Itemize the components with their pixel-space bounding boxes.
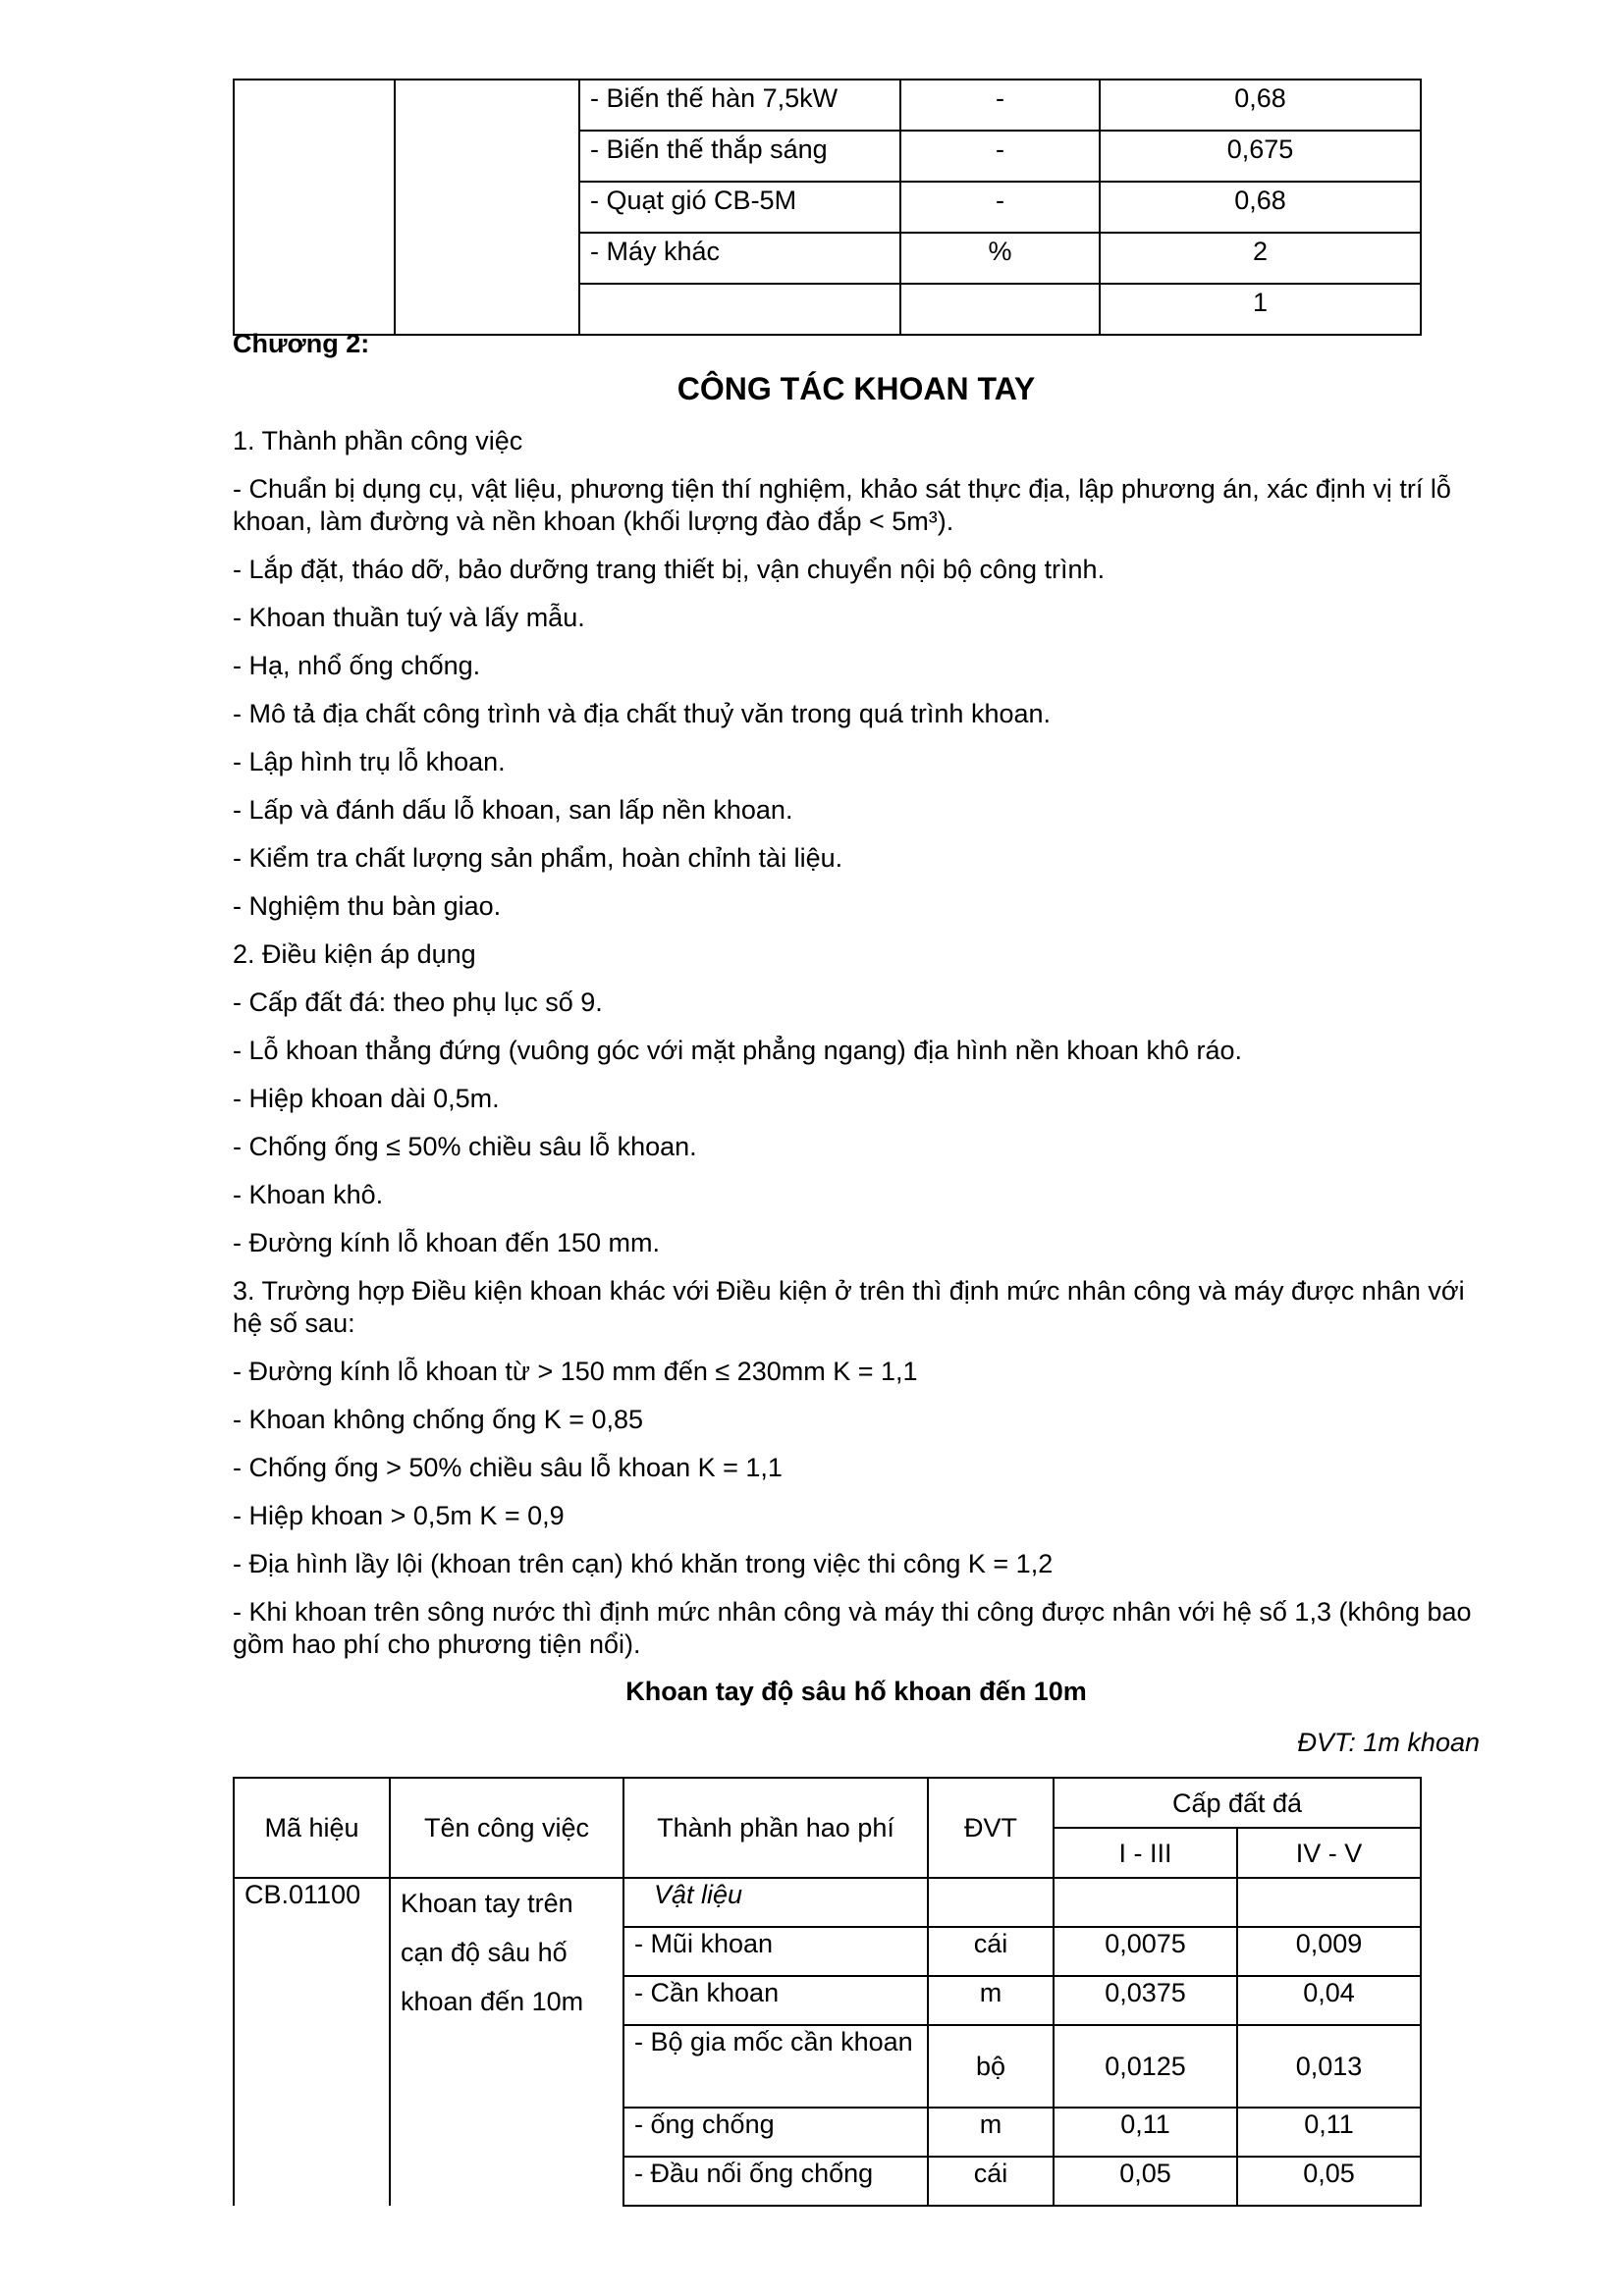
list-item: - Khoan không chống ống K = 0,85 — [233, 1405, 644, 1434]
list-item: - Khoan khô. — [233, 1180, 384, 1209]
list-item: - Lắp đặt, tháo dỡ, bảo dưỡng trang thiết bị, vận chuyển nội bộ công trình. — [233, 555, 1106, 584]
item-unit: - — [900, 182, 1100, 233]
section-heading: 3. Trường hợp Điều kiện khoan khác với Điều kiện ở trên thì định mức nhân công và máy được nhân với hệ số sau: — [233, 1276, 1465, 1338]
item-value: 0,68 — [1100, 182, 1421, 233]
item-name: - Biến thế hàn 7,5kW — [579, 80, 900, 131]
item-value-2: 0,11 — [1237, 2108, 1421, 2157]
item-name: - Quạt gió CB-5M — [579, 182, 900, 233]
item-value-1: 0,0075 — [1054, 1927, 1237, 1976]
body-text — [233, 425, 1480, 1677]
empty-cell — [1237, 1878, 1421, 1927]
item-value-1: 0,05 — [1054, 2157, 1237, 2206]
item-name: - Máy khác — [579, 233, 900, 284]
item-unit: - — [900, 131, 1100, 182]
item-value-2: 0,009 — [1237, 1927, 1421, 1976]
list-item: - Nghiệm thu bàn giao. — [233, 891, 502, 921]
item-value-2: 0,013 — [1237, 2025, 1421, 2108]
item-name — [579, 284, 900, 335]
list-item: - Chống ống > 50% chiều sâu lỗ khoan K = 1,1 — [233, 1453, 783, 1482]
list-item: - Mô tả địa chất công trình và địa chất thuỷ văn trong quá trình khoan. — [233, 699, 1052, 728]
header-grade: Cấp đất đá — [1054, 1778, 1421, 1828]
item-value-1: 0,0125 — [1054, 2025, 1237, 2108]
list-item: - Chống ống ≤ 50% chiều sâu lỗ khoan. — [233, 1132, 697, 1161]
header-grade-1: I - III — [1054, 1828, 1237, 1878]
item-value-1: 0,0375 — [1054, 1976, 1237, 2025]
section-heading: 1. Thành phần công việc — [233, 426, 523, 455]
item-unit: bộ — [928, 2025, 1054, 2108]
list-item: - Lấp và đánh dấu lỗ khoan, san lấp nền khoan. — [233, 795, 793, 825]
list-item: - Đường kính lỗ khoan đến 150 mm. — [233, 1228, 661, 1257]
list-item: - Hiệp khoan dài 0,5m. — [233, 1084, 500, 1113]
header-grade-2: IV - V — [1237, 1828, 1421, 1878]
item-unit: - — [900, 80, 1100, 131]
item-value: 1 — [1100, 284, 1421, 335]
group-label: Vật liệu — [623, 1878, 928, 1927]
table-row — [234, 1878, 1421, 1927]
item-unit: cái — [928, 2157, 1054, 2206]
table-title: Khoan tay độ sâu hố khoan đến 10m — [625, 1677, 1087, 1706]
item-value: 0,68 — [1100, 80, 1421, 131]
equipment-table — [233, 79, 1422, 336]
list-item: - Kiểm tra chất lượng sản phẩm, hoàn chỉnh tài liệu. — [233, 843, 843, 873]
list-item: - Khi khoan trên sông nước thì định mức nhân công và máy thi công được nhân với hệ số 1,3 (không bao gồm hao phí cho phương tiện nổi). — [233, 1597, 1472, 1659]
work-cell — [395, 80, 579, 335]
unit-note: ĐVT: 1m khoan — [1297, 1728, 1480, 1757]
list-item: - Hiệp khoan > 0,5m K = 0,9 — [233, 1501, 565, 1530]
header-row — [234, 1778, 1421, 1828]
empty-cell — [928, 1878, 1054, 1927]
norm-table — [233, 1777, 1422, 2207]
item-unit: cái — [928, 1927, 1054, 1976]
item-value-2: 0,05 — [1237, 2157, 1421, 2206]
list-item: - Chuẩn bị dụng cụ, vật liệu, phương tiện thí nghiệm, khảo sát thực địa, lập phương án, xác định vị trí lỗ khoan, làm đường và nền khoan (khối lượng đào đắp < 5m³). — [233, 474, 1451, 536]
item-name: - ống chống — [623, 2108, 928, 2157]
empty-cell — [1054, 1878, 1237, 1927]
list-item: - Khoan thuần tuý và lấy mẫu. — [233, 603, 585, 632]
item-unit: % — [900, 233, 1100, 284]
list-item: - Hạ, nhổ ống chống. — [233, 651, 481, 680]
code-cell: CB.01100 — [234, 1878, 390, 2206]
header-work: Tên công việc — [390, 1778, 623, 1878]
item-unit — [900, 284, 1100, 335]
list-item: - Cấp đất đá: theo phụ lục số 9. — [233, 988, 603, 1017]
item-name: - Đầu nối ống chống — [623, 2157, 928, 2206]
chapter-label: Chương 2: — [233, 329, 370, 358]
item-unit: m — [928, 1976, 1054, 2025]
header-unit: ĐVT — [928, 1778, 1054, 1878]
item-name: - Cần khoan — [623, 1976, 928, 2025]
item-name: - Biến thế thắp sáng — [579, 131, 900, 182]
header-code: Mã hiệu — [234, 1778, 390, 1878]
item-name: - Mũi khoan — [623, 1927, 928, 1976]
table-row — [234, 80, 1421, 131]
list-item: - Địa hình lầy lội (khoan trên cạn) khó khăn trong việc thi công K = 1,2 — [233, 1549, 1054, 1578]
item-value-2: 0,04 — [1237, 1976, 1421, 2025]
header-component: Thành phần hao phí — [623, 1778, 928, 1878]
item-name: - Bộ gia mốc cần khoan — [623, 2025, 928, 2108]
item-value: 0,675 — [1100, 131, 1421, 182]
item-value: 2 — [1100, 233, 1421, 284]
list-item: - Lỗ khoan thẳng đứng (vuông góc với mặt phẳng ngang) địa hình nền khoan khô ráo. — [233, 1036, 1243, 1065]
item-unit: m — [928, 2108, 1054, 2157]
chapter-title: CÔNG TÁC KHOAN TAY — [677, 371, 1036, 406]
list-item: - Đường kính lỗ khoan từ > 150 mm đến ≤ 230mm K = 1,1 — [233, 1357, 918, 1386]
list-item: - Lập hình trụ lỗ khoan. — [233, 747, 506, 776]
code-cell — [234, 80, 395, 335]
item-value-1: 0,11 — [1054, 2108, 1237, 2157]
work-name-cell: Khoan tay trên cạn độ sâu hố khoan đến 10m — [390, 1878, 623, 2206]
section-heading: 2. Điều kiện áp dụng — [233, 939, 476, 969]
